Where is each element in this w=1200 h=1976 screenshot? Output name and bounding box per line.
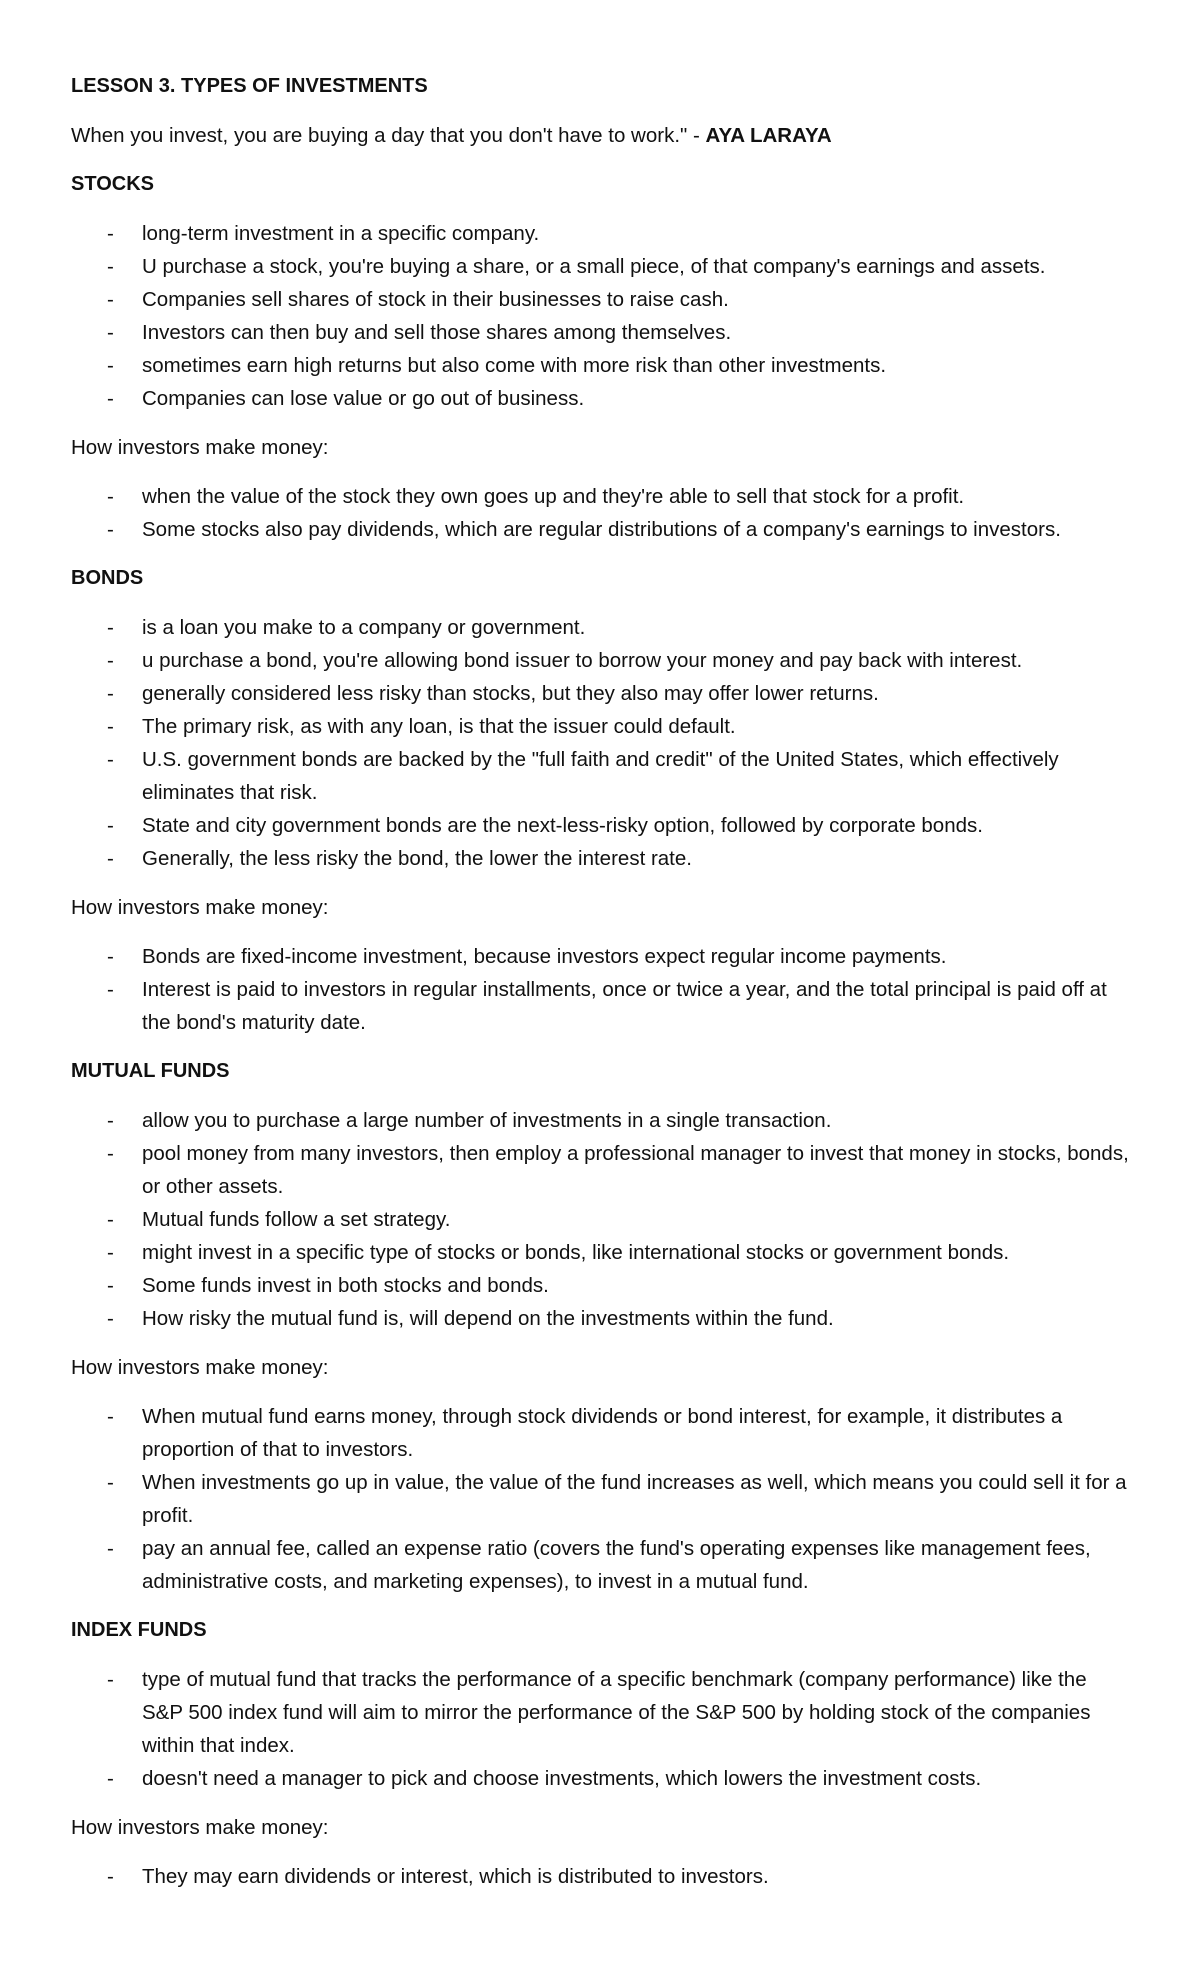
list-item-text: might invest in a specific type of stocks or bonds, like international stocks or government bonds. <box>142 1241 1010 1264</box>
index-funds-bullet-list <box>71 1663 1130 1795</box>
stocks-bullet-list <box>71 217 1130 415</box>
bullet-dash: - <box>107 814 114 837</box>
bullet-dash: - <box>107 1307 114 1330</box>
list-item-text: Interest is paid to investors in regular installments, once or twice a year, and the total principal is paid off at the bond's maturity date. <box>142 978 1107 1034</box>
mutual-funds-money-list <box>71 1400 1130 1598</box>
list-item <box>71 1466 1130 1532</box>
bullet-dash: - <box>107 847 114 870</box>
bullet-dash: - <box>107 1471 114 1494</box>
index-funds-money-label: How investors make money: <box>71 1816 329 1839</box>
list-item-text: pool money from many investors, then employ a professional manager to invest that money in stocks, bonds, or other assets. <box>142 1142 1129 1198</box>
list-item <box>71 611 1130 644</box>
section-heading-bonds: BONDS <box>71 567 144 589</box>
bullet-dash: - <box>107 485 114 508</box>
bullet-dash: - <box>107 616 114 639</box>
list-item <box>71 1236 1130 1269</box>
section-heading-mutual-funds: MUTUAL FUNDS <box>71 1060 230 1082</box>
bullet-dash: - <box>107 518 114 541</box>
list-item <box>71 809 1130 842</box>
bullet-dash: - <box>107 1274 114 1297</box>
list-item <box>71 316 1130 349</box>
list-item <box>71 1400 1130 1466</box>
list-item <box>71 349 1130 382</box>
list-item <box>71 710 1130 743</box>
section-heading-index-funds: INDEX FUNDS <box>71 1619 207 1641</box>
bullet-dash: - <box>107 1767 114 1790</box>
bullet-dash: - <box>107 288 114 311</box>
list-item <box>71 1104 1130 1137</box>
bullet-dash: - <box>107 682 114 705</box>
bullet-dash: - <box>107 1865 114 1888</box>
bonds-money-label: How investors make money: <box>71 896 329 919</box>
list-item-text: U.S. government bonds are backed by the "full faith and credit" of the United States, which effectively eliminates that risk. <box>142 748 1059 804</box>
list-item <box>71 677 1130 710</box>
bullet-dash: - <box>107 1668 114 1691</box>
list-item <box>71 250 1130 283</box>
list-item-text: Companies sell shares of stock in their businesses to raise cash. <box>142 288 729 311</box>
mutual-funds-money-label: How investors make money: <box>71 1356 329 1379</box>
bullet-dash: - <box>107 1142 114 1165</box>
bullet-dash: - <box>107 715 114 738</box>
stocks-money-list <box>71 480 1130 546</box>
list-item-text: Companies can lose value or go out of business. <box>142 387 585 410</box>
list-item <box>71 1663 1130 1762</box>
list-item <box>71 1203 1130 1236</box>
list-item <box>71 1532 1130 1598</box>
list-item-text: Mutual funds follow a set strategy. <box>142 1208 451 1231</box>
list-item <box>71 217 1130 250</box>
list-item-text: sometimes earn high returns but also come with more risk than other investments. <box>142 354 887 377</box>
list-item <box>71 973 1130 1039</box>
list-item-text: is a loan you make to a company or government. <box>142 616 586 639</box>
stocks-money-label: How investors make money: <box>71 436 329 459</box>
list-item-text: pay an annual fee, called an expense ratio (covers the fund's operating expenses like management fees, administrative costs, and marketing expenses), to invest in a mutual fund. <box>142 1537 1091 1593</box>
bullet-dash: - <box>107 321 114 344</box>
bullet-dash: - <box>107 1109 114 1132</box>
index-funds-money-list <box>71 1860 1130 1893</box>
list-item-text: generally considered less risky than stocks, but they also may offer lower returns. <box>142 682 879 705</box>
bullet-dash: - <box>107 1537 114 1560</box>
list-item-text: The primary risk, as with any loan, is that the issuer could default. <box>142 715 736 738</box>
bullet-dash: - <box>107 255 114 278</box>
bullet-dash: - <box>107 748 114 771</box>
list-item <box>71 283 1130 316</box>
bonds-bullet-list <box>71 611 1130 875</box>
list-item <box>71 743 1130 809</box>
list-item <box>71 842 1130 875</box>
lesson-title: LESSON 3. TYPES OF INVESTMENTS <box>71 75 428 97</box>
list-item <box>71 1860 1130 1893</box>
list-item <box>71 1762 1130 1795</box>
section-heading-stocks: STOCKS <box>71 173 154 195</box>
list-item-text: When investments go up in value, the value of the fund increases as well, which means you could sell it for a profit. <box>142 1471 1127 1527</box>
bullet-dash: - <box>107 945 114 968</box>
opening-quote <box>71 119 1130 152</box>
list-item <box>71 1302 1130 1335</box>
bonds-money-list <box>71 940 1130 1039</box>
quote-text: When you invest, you are buying a day that you don't have to work." - <box>71 124 706 147</box>
quote-author: AYA LARAYA <box>705 124 832 147</box>
bullet-dash: - <box>107 1405 114 1428</box>
bullet-dash: - <box>107 1241 114 1264</box>
mutual-funds-bullet-list <box>71 1104 1130 1335</box>
list-item <box>71 1137 1130 1203</box>
list-item <box>71 382 1130 415</box>
list-item-text: allow you to purchase a large number of investments in a single transaction. <box>142 1109 832 1132</box>
bullet-dash: - <box>107 222 114 245</box>
list-item <box>71 480 1130 513</box>
list-item-text: Investors can then buy and sell those shares among themselves. <box>142 321 732 344</box>
list-item-text: type of mutual fund that tracks the performance of a specific benchmark (company performance) like the S&P 500 index fund will aim to mirror the performance of the S&P 500 by holding stock of the companies within that index. <box>142 1668 1091 1757</box>
list-item-text: doesn't need a manager to pick and choose investments, which lowers the investment costs. <box>142 1767 982 1790</box>
bullet-dash: - <box>107 354 114 377</box>
list-item-text: Some stocks also pay dividends, which are regular distributions of a company's earnings to investors. <box>142 518 1061 541</box>
list-item <box>71 940 1130 973</box>
list-item-text: Some funds invest in both stocks and bonds. <box>142 1274 549 1297</box>
list-item-text: When mutual fund earns money, through stock dividends or bond interest, for example, it distributes a proportion of that to investors. <box>142 1405 1063 1461</box>
bullet-dash: - <box>107 1208 114 1231</box>
list-item-text: Generally, the less risky the bond, the lower the interest rate. <box>142 847 692 870</box>
sections-container <box>71 168 1130 1893</box>
list-item <box>71 644 1130 677</box>
list-item-text: u purchase a bond, you're allowing bond issuer to borrow your money and pay back with interest. <box>142 649 1023 672</box>
list-item-text: How risky the mutual fund is, will depend on the investments within the fund. <box>142 1307 834 1330</box>
list-item-text: They may earn dividends or interest, which is distributed to investors. <box>142 1865 769 1888</box>
list-item <box>71 513 1130 546</box>
bullet-dash: - <box>107 387 114 410</box>
bullet-dash: - <box>107 649 114 672</box>
list-item-text: when the value of the stock they own goes up and they're able to sell that stock for a profit. <box>142 485 965 508</box>
list-item-text: long-term investment in a specific company. <box>142 222 540 245</box>
list-item <box>71 1269 1130 1302</box>
list-item-text: State and city government bonds are the next-less-risky option, followed by corporate bonds. <box>142 814 983 837</box>
bullet-dash: - <box>107 978 114 1001</box>
list-item-text: Bonds are fixed-income investment, because investors expect regular income payments. <box>142 945 947 968</box>
list-item-text: U purchase a stock, you're buying a share, or a small piece, of that company's earnings and assets. <box>142 255 1046 278</box>
